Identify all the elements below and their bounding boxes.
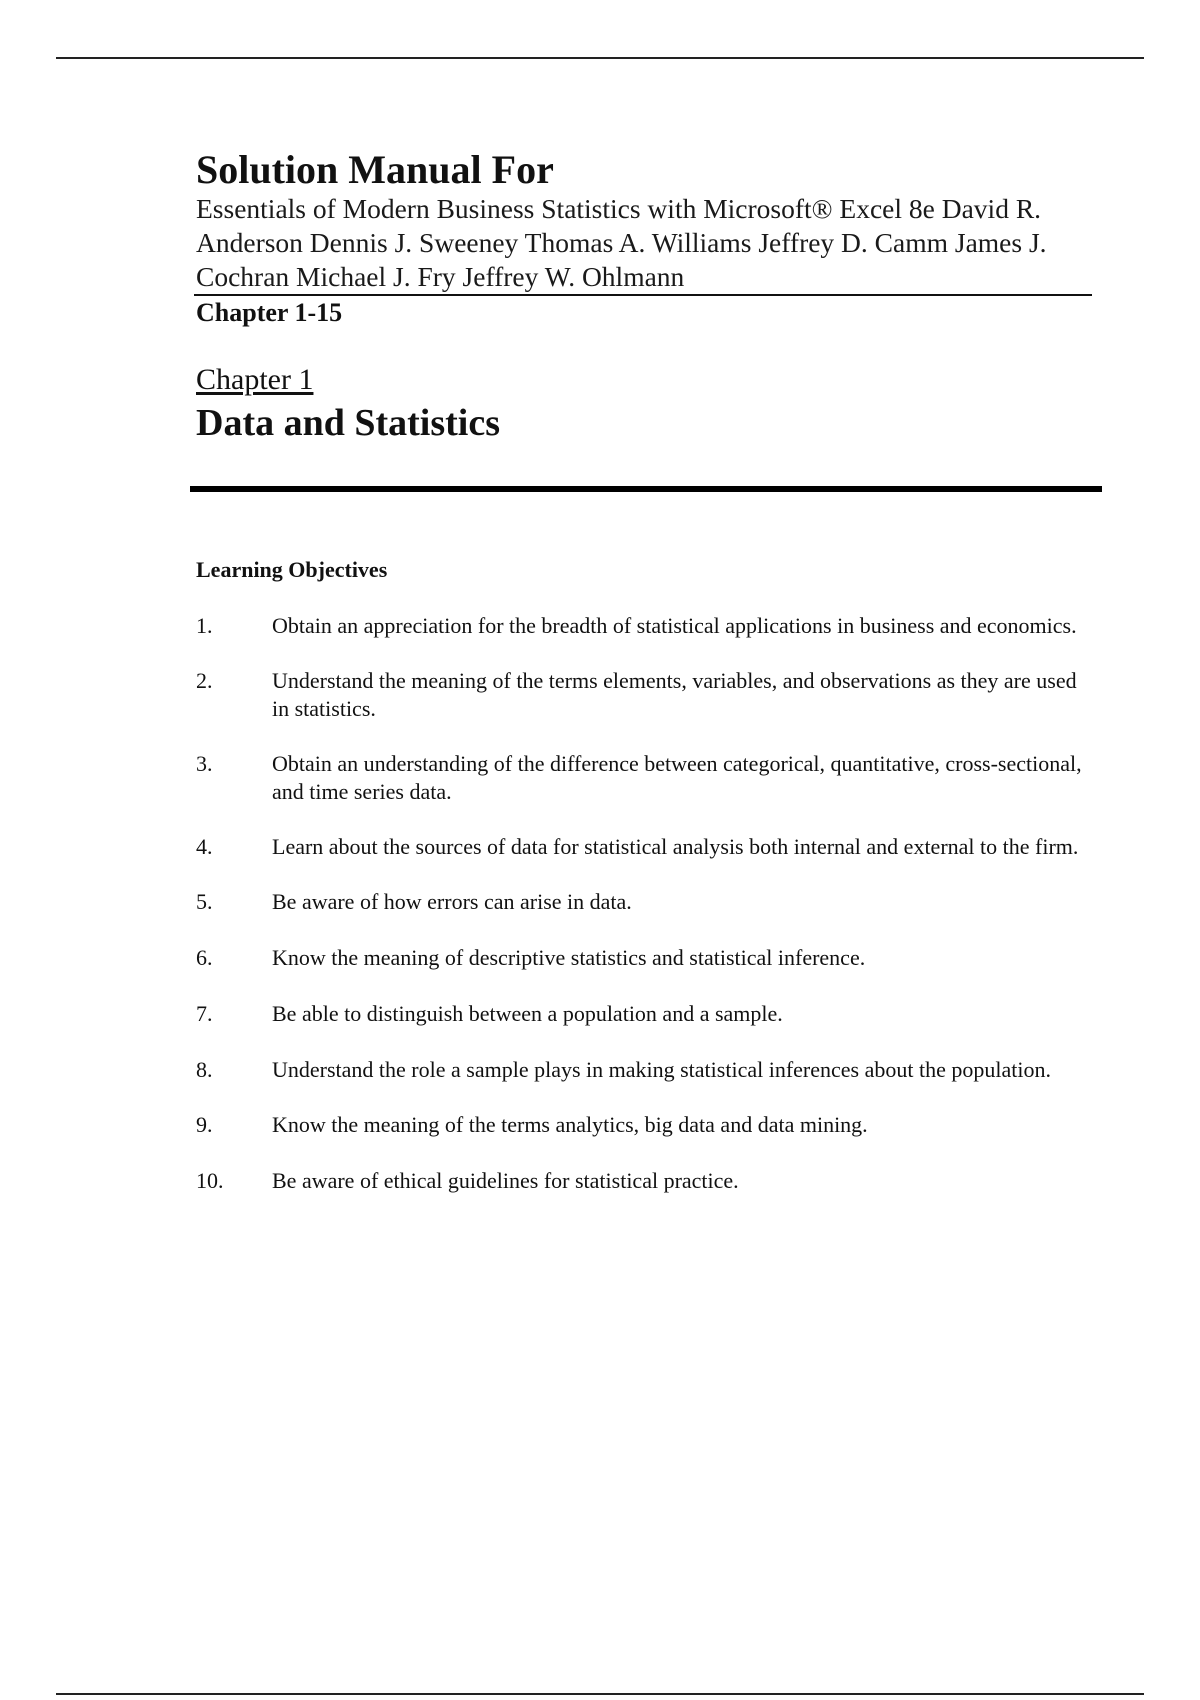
chapter-divider xyxy=(190,486,1102,492)
chapter-range: Chapter 1-15 xyxy=(196,298,343,327)
objective-text: Be aware of ethical guidelines for statistical practice. xyxy=(272,1168,739,1193)
objective-item xyxy=(196,888,1096,916)
book-subtitle: Essentials of Modern Business Statistics with Microsoft® Excel 8e David R. Anderson Dennis J. Sweeney Thomas A. Williams Jeffrey D. Camm James J. Cochran Michael J. Fry Jeffrey W. Ohlmann xyxy=(196,193,1047,292)
chapter-label: Chapter 1 xyxy=(196,363,314,396)
objective-text: Understand the role a sample plays in making statistical inferences about the population. xyxy=(272,1057,1051,1082)
objective-number: 10. xyxy=(196,1168,224,1193)
bottom-divider xyxy=(56,1693,1144,1695)
objective-text: Learn about the sources of data for statistical analysis both internal and external to the firm. xyxy=(272,834,1079,859)
objective-item xyxy=(196,944,1096,972)
objective-number: 5. xyxy=(196,889,213,914)
objective-number: 1. xyxy=(196,613,213,638)
objective-text: Be able to distinguish between a population and a sample. xyxy=(272,1001,783,1026)
objective-number: 8. xyxy=(196,1057,213,1082)
objective-text: Know the meaning of the terms analytics, big data and data mining. xyxy=(272,1112,868,1137)
objective-item xyxy=(196,1111,1096,1139)
objective-text: Understand the meaning of the terms elements, variables, and observations as they are used in statistics. xyxy=(272,668,1077,721)
objective-item xyxy=(196,1167,1096,1195)
objective-item xyxy=(196,1056,1096,1084)
objective-text: Be aware of how errors can arise in data. xyxy=(272,889,632,914)
chapter-title: Data and Statistics xyxy=(196,402,501,444)
objective-number: 6. xyxy=(196,945,213,970)
objective-number: 3. xyxy=(196,751,213,776)
objective-number: 4. xyxy=(196,834,213,859)
objective-item xyxy=(196,667,1096,723)
objective-item xyxy=(196,833,1096,861)
document-title: Solution Manual For xyxy=(196,147,554,192)
top-divider xyxy=(56,57,1144,59)
objective-item xyxy=(196,1000,1096,1028)
objective-text: Obtain an understanding of the difference between categorical, quantitative, cross-sectional, and time series data. xyxy=(272,751,1082,804)
objective-text: Know the meaning of descriptive statistics and statistical inference. xyxy=(272,945,866,970)
objectives-heading: Learning Objectives xyxy=(196,557,388,582)
objective-item xyxy=(196,750,1096,806)
objective-number: 7. xyxy=(196,1001,213,1026)
objective-item xyxy=(196,612,1096,640)
objectives-list xyxy=(196,612,1096,1223)
objective-text: Obtain an appreciation for the breadth of statistical applications in business and economics. xyxy=(272,613,1077,638)
objective-number: 9. xyxy=(196,1112,213,1137)
objective-number: 2. xyxy=(196,668,213,693)
